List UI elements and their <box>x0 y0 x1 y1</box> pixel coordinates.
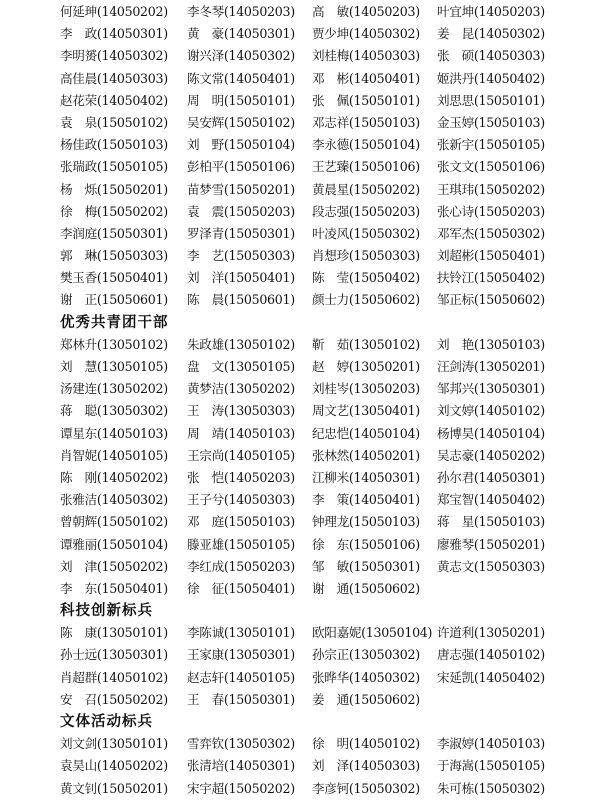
name-entry: 陈 莹(15050402) <box>312 270 420 286</box>
name-entry: 谢 正(15050601) <box>60 292 168 308</box>
name-entry: 欧阳嘉妮(13050104) <box>312 625 433 641</box>
name-row <box>0 556 600 578</box>
name-entry: 江柳米(14050301) <box>312 469 420 485</box>
name-entry: 陈 刚(14050202) <box>60 469 168 485</box>
name-entry: 盘 文(13050105) <box>187 359 295 374</box>
name-entry: 周 明(15050101) <box>187 92 295 108</box>
name-entry: 刘文婷(14050102) <box>437 403 545 419</box>
name-entry: 张瑞政(15050105) <box>60 159 168 175</box>
name-row <box>0 23 600 45</box>
name-entry: 许道利(13050201) <box>437 625 545 641</box>
name-entry: 邹正标(15050602) <box>437 292 545 308</box>
name-entry: 何延珅(14050202) <box>60 4 168 19</box>
name-entry: 张文文(15050106) <box>437 159 545 175</box>
section-heading: 优秀共青团干部 <box>60 314 169 331</box>
name-entry: 王子兮(14050303) <box>187 492 295 508</box>
name-row <box>0 578 600 600</box>
name-entry: 谭雅丽(15050104) <box>60 536 168 552</box>
name-entry: 黄志文(15050303) <box>437 558 545 574</box>
name-entry: 张雅洁(14050302) <box>60 492 168 508</box>
name-entry: 刘桂岑(13050203) <box>312 381 420 397</box>
name-entry: 安 召(15050202) <box>60 691 168 707</box>
name-entry: 靳 茹(13050102) <box>312 336 420 352</box>
name-entry: 赵 婷(13050201) <box>312 359 420 374</box>
name-entry: 唐志强(14050102) <box>437 647 545 663</box>
name-entry: 张新宇(15050105) <box>437 137 545 153</box>
name-entry: 谢兴泽(14050302) <box>187 48 295 64</box>
name-entry: 肖想珍(15050303) <box>312 248 420 264</box>
name-entry: 邓军杰(15050302) <box>437 225 545 241</box>
name-row <box>0 378 600 400</box>
name-entry: 李淑婷(14050103) <box>437 736 545 752</box>
name-entry: 徐 东(15050106) <box>312 536 420 552</box>
name-entry: 廖雅琴(15050201) <box>437 536 545 552</box>
section-heading: 文体活动标兵 <box>60 714 153 730</box>
name-row <box>0 755 600 777</box>
name-entry: 姜 通(15050602) <box>312 691 420 707</box>
name-entry: 徐 梅(15050202) <box>60 203 168 219</box>
name-entry: 杨佳政(15050103) <box>60 137 168 153</box>
name-entry: 张清培(14050301) <box>187 758 295 774</box>
name-entry: 王艺臻(15050106) <box>312 159 420 175</box>
name-entry: 郑宝智(14050402) <box>437 492 545 508</box>
name-entry <box>437 689 562 711</box>
name-entry: 刘文剑(13050101) <box>60 736 168 752</box>
name-entry: 张林然(14050201) <box>312 447 420 463</box>
name-entry: 张 佩(15050101) <box>312 92 420 108</box>
name-entry: 赵花荣(14050402) <box>60 92 168 108</box>
name-entry: 蒋 星(15050103) <box>437 514 545 530</box>
name-entry: 肖智妮(14050105) <box>60 447 168 463</box>
name-entry: 邓 庭(15050103) <box>187 514 295 530</box>
name-entry: 袁 泉(15050102) <box>60 114 168 130</box>
name-row <box>0 644 600 666</box>
name-entry: 黄晨星(15050202) <box>312 181 420 197</box>
name-entry: 高 敏(14050203) <box>312 4 420 19</box>
name-entry: 张 硕(14050303) <box>437 48 545 64</box>
name-entry: 宋宇超(15050202) <box>187 780 295 796</box>
name-entry: 刘 洋(15050401) <box>187 270 295 286</box>
name-entry: 叶凌风(15050302) <box>312 225 420 241</box>
name-entry: 王琪玮(15050202) <box>437 181 545 197</box>
name-entry: 赵志轩(14050105) <box>187 669 295 685</box>
name-row <box>0 112 600 134</box>
name-entry: 扶铃江(15050402) <box>437 270 545 286</box>
name-entry: 曾朝辉(15050102) <box>60 514 168 530</box>
name-entry: 姜 昆(14050302) <box>437 26 545 42</box>
name-entry: 朱政雄(13050102) <box>187 336 295 352</box>
name-entry: 刘 艳(13050103) <box>437 336 545 352</box>
name-row <box>0 201 600 223</box>
name-entry: 刘桂梅(14050303) <box>312 48 420 64</box>
name-entry: 滕亚雄(15050105) <box>187 536 295 552</box>
name-entry: 张 恺(14050203) <box>187 469 295 485</box>
name-row <box>0 68 600 90</box>
name-entry: 汪剑涛(13050201) <box>437 359 545 374</box>
name-entry: 邓志祥(15050103) <box>312 114 420 130</box>
name-entry: 李 政(14050301) <box>60 26 168 42</box>
name-entry: 吴安辉(15050102) <box>187 114 295 130</box>
section-heading: 科技创新标兵 <box>60 603 153 620</box>
name-row <box>0 45 600 67</box>
name-entry: 李彦钶(15050302) <box>312 780 420 796</box>
name-row <box>0 445 600 467</box>
name-entry: 刘 泽(14050303) <box>312 758 420 774</box>
name-row <box>0 134 600 156</box>
name-entry: 刘超彬(15050401) <box>437 248 545 264</box>
name-entry: 纪忠恺(14050104) <box>312 425 420 441</box>
name-entry: 李冬琴(14050203) <box>187 4 295 19</box>
name-entry: 李永德(15050104) <box>312 137 420 153</box>
name-entry: 宋延凯(14050402) <box>437 669 545 685</box>
name-entry: 刘 野(15050104) <box>187 137 295 153</box>
name-entry: 袁 震(15050203) <box>187 203 295 219</box>
name-entry: 颜士力(15050602) <box>312 292 420 308</box>
name-entry: 袁昊山(14050202) <box>60 758 168 774</box>
name-row <box>0 489 600 511</box>
name-entry: 孙士远(13050301) <box>60 647 168 663</box>
name-entry <box>437 578 562 600</box>
name-row <box>0 534 600 556</box>
name-row <box>0 223 600 245</box>
name-entry: 孙尔君(14050301) <box>437 469 545 485</box>
name-entry: 刘 慧(13050105) <box>60 359 168 374</box>
name-row <box>0 467 600 489</box>
name-entry: 周文艺(13050401) <box>312 403 420 419</box>
name-row <box>0 267 600 289</box>
name-entry: 黄 豪(14050301) <box>187 26 295 42</box>
name-row <box>0 400 600 422</box>
name-row <box>0 334 600 356</box>
name-entry: 彭柏平(15050106) <box>187 159 295 175</box>
name-entry: 蒋 聪(13050302) <box>60 403 168 419</box>
name-entry: 徐 明(14050102) <box>312 736 420 752</box>
name-entry: 谭星东(14050103) <box>60 425 168 441</box>
name-entry: 邓 彬(14050401) <box>312 70 420 86</box>
name-entry: 孙宗正(13050302) <box>312 647 420 663</box>
name-entry: 邹邦兴(13050301) <box>437 381 545 397</box>
name-entry: 朱可栋(15050302) <box>437 780 545 796</box>
name-entry: 黄文钊(15050201) <box>60 780 168 796</box>
name-entry: 雪弈钦(13050302) <box>187 736 295 752</box>
name-row <box>0 689 600 711</box>
name-entry: 刘 津(15050202) <box>60 558 168 574</box>
name-row <box>0 90 600 112</box>
name-row <box>0 1 600 23</box>
name-row <box>0 179 600 201</box>
name-entry: 钟理龙(15050103) <box>312 514 420 530</box>
name-entry: 李陈诚(13050101) <box>187 625 295 641</box>
name-entry: 王宗尚(14050105) <box>187 447 295 463</box>
name-row <box>0 667 600 689</box>
name-entry: 杨 烁(15050201) <box>60 181 168 197</box>
name-entry: 郑林升(13050102) <box>60 336 168 352</box>
name-entry: 陈文常(14050401) <box>187 70 295 86</box>
name-entry: 肖超群(14050102) <box>60 669 168 685</box>
name-entry: 李红成(15050203) <box>187 558 295 574</box>
name-entry: 刘思思(15050101) <box>437 92 545 108</box>
name-entry: 谢 通(15050602) <box>312 580 420 596</box>
name-entry: 樊玉香(15050401) <box>60 270 168 286</box>
name-row <box>0 289 600 311</box>
name-entry: 高佳晨(14050303) <box>60 70 168 86</box>
name-row <box>0 156 600 178</box>
name-entry: 王家康(13050301) <box>187 647 295 663</box>
name-entry: 徐 征(15050401) <box>187 580 295 596</box>
name-entry: 陈 康(13050101) <box>60 625 168 641</box>
name-entry: 张心诗(15050203) <box>437 203 545 219</box>
name-entry: 姬洪丹(14050402) <box>437 70 545 86</box>
name-row <box>0 356 600 378</box>
name-entry: 段志强(15050203) <box>312 203 420 219</box>
name-entry: 李 东(15050401) <box>60 580 168 596</box>
name-entry: 黄梦洁(13050202) <box>187 381 295 397</box>
name-row <box>0 245 600 267</box>
name-entry: 于海嵩(15050105) <box>437 758 545 774</box>
name-entry: 李 艺(15050303) <box>187 248 295 264</box>
name-row <box>0 511 600 533</box>
name-row <box>0 622 600 644</box>
name-entry: 叶宜坤(14050203) <box>437 4 545 19</box>
name-entry: 周 靖(14050103) <box>187 425 295 441</box>
name-entry: 苗梦雪(15050201) <box>187 181 295 197</box>
name-entry: 李明赟(14050302) <box>60 48 168 64</box>
name-entry: 贾少坤(14050302) <box>312 26 420 42</box>
name-row <box>0 733 600 755</box>
name-entry: 邹 敏(15050301) <box>312 558 420 574</box>
name-entry: 陈 晨(15050601) <box>187 292 295 308</box>
name-entry: 张晔华(14050302) <box>312 669 420 685</box>
name-entry: 郭 琳(15050303) <box>60 248 168 264</box>
name-entry: 汤建连(13050202) <box>60 381 168 397</box>
name-entry: 王 涛(13050303) <box>187 403 295 419</box>
name-entry: 李 策(14050401) <box>312 492 420 508</box>
name-entry: 罗泽青(15050301) <box>187 225 295 241</box>
name-entry: 杨博昊(14050104) <box>437 425 545 441</box>
name-row <box>0 778 600 800</box>
name-entry: 王 春(15050301) <box>187 691 295 707</box>
name-entry: 金玉婷(15050103) <box>437 114 545 130</box>
name-row <box>0 423 600 445</box>
name-entry: 吴志豪(14050202) <box>437 447 545 463</box>
name-entry: 李润庭(15050301) <box>60 225 168 241</box>
